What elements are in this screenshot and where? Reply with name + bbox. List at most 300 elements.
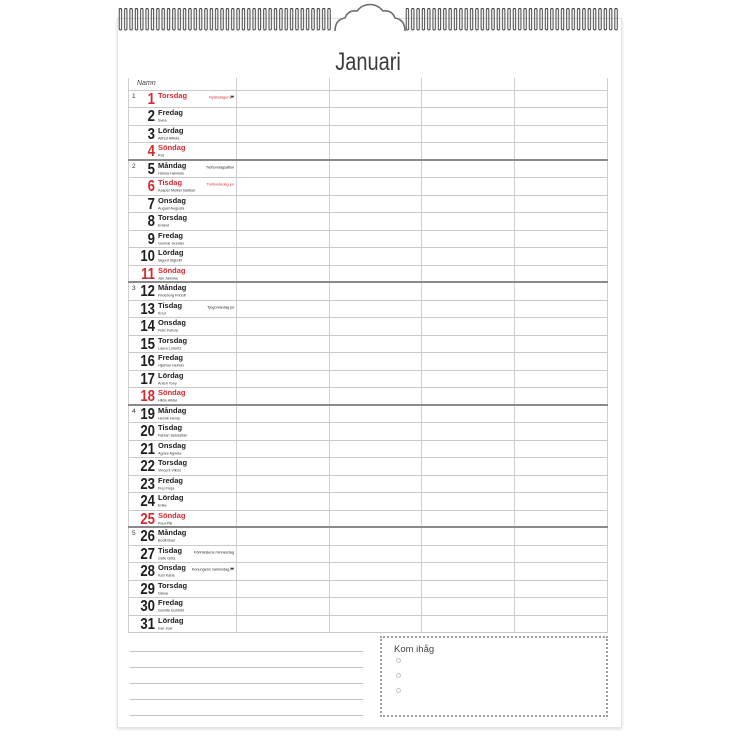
day-note [192, 567, 234, 572]
day-label-cell [128, 353, 237, 369]
entry-cell [330, 196, 422, 212]
entry-cell [515, 231, 608, 247]
day-label-cell [128, 458, 237, 474]
entry-cell [237, 91, 330, 107]
entry-cell [422, 143, 515, 158]
entry-cell [515, 493, 608, 509]
day-note-text: Trettondedag jul [206, 182, 234, 187]
day-row [128, 371, 608, 388]
day-label-cell [128, 441, 237, 457]
day-row [128, 283, 608, 300]
day-label-cell [128, 336, 237, 352]
entry-cell [330, 301, 422, 317]
entry-cell [237, 108, 330, 124]
name-day: Diana [158, 590, 168, 595]
person-column-header [330, 78, 422, 90]
day-row [128, 108, 608, 125]
note-line [130, 667, 363, 668]
name-day: Karl Karla [158, 573, 175, 578]
entry-cell [237, 458, 330, 474]
entry-cell [422, 301, 515, 317]
day-note-text: Förintelsens minnesdag [194, 549, 234, 554]
entry-cell [422, 616, 515, 632]
name-day: Fabian Sebastian [158, 433, 188, 438]
day-row [128, 406, 608, 423]
entry-cell [330, 266, 422, 281]
day-weekday: Lördag [158, 493, 184, 503]
day-row [128, 581, 608, 598]
day-date: 4 [147, 143, 155, 161]
day-date: 17 [140, 370, 155, 388]
entry-cell [237, 213, 330, 229]
entry-cell [422, 493, 515, 509]
entry-cell [330, 248, 422, 264]
day-date: 30 [140, 598, 155, 616]
day-label-cell [128, 388, 237, 406]
entry-cell [330, 283, 422, 299]
week-number: 4 [132, 407, 136, 415]
bullet-circle-icon [396, 673, 401, 678]
entry-cell [237, 318, 330, 334]
day-note [209, 95, 234, 100]
day-label-cell [128, 511, 237, 526]
entry-cell [515, 388, 608, 403]
day-weekday: Tisdag [158, 545, 183, 555]
entry-cell [237, 563, 330, 579]
name-day: Hanna Hannele [158, 170, 185, 176]
entry-cell [422, 563, 515, 579]
day-weekday: Onsdag [158, 563, 186, 573]
entry-cell [515, 546, 608, 562]
day-weekday: Onsdag [158, 195, 186, 205]
entry-cell [330, 441, 422, 457]
day-weekday: Tisdag [158, 178, 183, 188]
day-weekday: Måndag [158, 405, 187, 415]
day-label-cell [128, 196, 237, 212]
name-day: Kasper Melker Baltsar [158, 188, 195, 193]
day-weekday: Tisdag [158, 300, 183, 310]
entry-cell [237, 598, 330, 614]
day-weekday: Tisdag [158, 423, 183, 433]
entry-cell [422, 108, 515, 124]
day-date: 25 [140, 510, 155, 528]
day-label-cell [128, 266, 237, 281]
entry-cell [515, 511, 608, 526]
entry-cell [515, 441, 608, 457]
day-date: 10 [140, 248, 155, 266]
entry-cell [330, 371, 422, 387]
day-row [128, 441, 608, 458]
day-weekday: Lördag [158, 615, 184, 625]
entry-cell [422, 283, 515, 299]
name-day: Svea [158, 118, 167, 123]
day-date: 16 [140, 353, 155, 371]
calendar-grid [128, 78, 608, 633]
day-weekday: Söndag [158, 388, 186, 398]
day-date: 31 [140, 615, 155, 633]
entry-cell [237, 178, 330, 194]
entry-cell [422, 598, 515, 614]
entry-cell [422, 318, 515, 334]
day-weekday: Torsdag [158, 91, 188, 100]
day-note [206, 165, 234, 169]
day-row [128, 353, 608, 370]
entry-cell [515, 178, 608, 194]
week-number: 5 [132, 530, 136, 538]
day-row [128, 563, 608, 580]
entry-cell [330, 336, 422, 352]
note-line [130, 651, 363, 652]
remember-label: Kom ihåg [394, 644, 435, 655]
entry-cell [422, 213, 515, 229]
day-weekday: Måndag [158, 283, 187, 293]
person-column-header [237, 78, 330, 90]
entry-cell [422, 458, 515, 474]
day-date: 9 [147, 230, 155, 248]
entry-cell [330, 493, 422, 509]
entry-cell [330, 161, 422, 177]
day-date: 11 [141, 265, 155, 283]
day-weekday: Onsdag [158, 440, 186, 450]
entry-cell [237, 161, 330, 177]
day-date: 24 [140, 493, 155, 511]
entry-cell [330, 528, 422, 544]
day-row [128, 546, 608, 563]
spiral-coils-right [405, 0, 619, 40]
entry-cell [515, 143, 608, 158]
entry-cell [422, 581, 515, 597]
bullet-circle-icon [396, 688, 401, 693]
entry-cell [237, 143, 330, 158]
day-weekday: Söndag [158, 265, 186, 275]
day-row [128, 423, 608, 440]
entry-cell [515, 108, 608, 124]
day-date: 19 [140, 405, 155, 423]
day-weekday: Torsdag [158, 213, 188, 223]
day-date: 8 [147, 213, 155, 231]
entry-cell [237, 616, 330, 632]
entry-cell [422, 196, 515, 212]
day-row [128, 616, 608, 633]
entry-cell [422, 161, 515, 177]
name-day: Hilda Hildur [158, 398, 178, 403]
entry-cell [330, 423, 422, 439]
day-row [128, 161, 608, 178]
day-row [128, 598, 608, 615]
day-row [128, 196, 608, 213]
entry-cell [237, 476, 330, 492]
day-date: 3 [147, 125, 155, 143]
entry-cell [515, 283, 608, 299]
header-row [128, 78, 608, 91]
entry-cell [330, 546, 422, 562]
entry-cell [422, 178, 515, 194]
entry-cell [515, 406, 608, 422]
entry-cell [515, 301, 608, 317]
entry-cell [330, 458, 422, 474]
day-row [128, 266, 608, 283]
day-date: 7 [147, 195, 155, 213]
day-label-cell [128, 143, 237, 161]
day-weekday: Fredag [158, 598, 184, 608]
day-label-cell [128, 318, 237, 334]
day-label-cell [128, 423, 237, 439]
day-date: 23 [140, 475, 155, 493]
name-day: Henrik Henry [158, 415, 180, 420]
name-day: August Augusta [158, 205, 185, 211]
entry-cell [237, 388, 330, 403]
name-day: Ivar Joar [158, 625, 173, 630]
entry-cell [515, 371, 608, 387]
day-weekday: Torsdag [158, 580, 188, 590]
entry-cell [237, 283, 330, 299]
entry-cell [330, 108, 422, 124]
remember-box [380, 636, 608, 717]
entry-cell [515, 581, 608, 597]
entry-cell [237, 441, 330, 457]
entry-cell [422, 528, 515, 544]
name-day: Hjalmar Helmer [158, 363, 185, 368]
name-column-header-cell [128, 78, 237, 90]
entry-cell [515, 248, 608, 264]
entry-cell [237, 301, 330, 317]
day-weekday: Måndag [158, 528, 187, 538]
entry-cell [422, 248, 515, 264]
flag-icon [230, 568, 234, 572]
entry-cell [515, 598, 608, 614]
day-label-cell [128, 231, 237, 247]
entry-cell [422, 126, 515, 142]
day-label-cell [128, 283, 237, 299]
day-label-cell [128, 616, 237, 632]
day-label-cell [128, 213, 237, 229]
name-day: Gunilla Gunhild [158, 608, 184, 613]
entry-cell [422, 266, 515, 281]
day-row [128, 493, 608, 510]
entry-cell [422, 546, 515, 562]
entry-cell [422, 336, 515, 352]
name-day: Paul Pål [158, 520, 173, 525]
entry-cell [515, 318, 608, 334]
month-title: Januari [335, 48, 401, 76]
person-column-header [422, 78, 515, 90]
day-label-cell [128, 476, 237, 492]
day-date: 20 [140, 423, 155, 441]
entry-cell [422, 388, 515, 403]
spiral-coils-left [118, 0, 332, 40]
day-date: 14 [140, 318, 155, 336]
name-day: Sigurd Sigbritt [158, 258, 182, 263]
entry-cell [422, 511, 515, 526]
month-title-area [128, 48, 608, 77]
day-weekday: Fredag [158, 353, 184, 363]
day-row [128, 213, 608, 230]
day-date: 26 [140, 528, 155, 546]
entry-cell [237, 196, 330, 212]
entry-cell [237, 581, 330, 597]
day-weekday: Fredag [158, 230, 184, 240]
entry-cell [330, 581, 422, 597]
entry-cell [515, 196, 608, 212]
day-label-cell [128, 161, 237, 177]
entry-cell [515, 476, 608, 492]
name-day: Alfred Alfrida [158, 135, 180, 141]
entry-cell [330, 231, 422, 247]
entry-cell [330, 406, 422, 422]
name-day: Laura Lorentz [158, 345, 182, 350]
day-row [128, 301, 608, 318]
day-label-cell [128, 126, 237, 142]
day-rows [128, 91, 608, 633]
day-date: 13 [140, 300, 155, 318]
entry-cell [330, 178, 422, 194]
entry-cell [237, 353, 330, 369]
day-date: 12 [140, 283, 155, 301]
entry-cell [330, 353, 422, 369]
name-day: Frideborg Fridolf [158, 293, 186, 298]
day-note [207, 182, 234, 186]
entry-cell [237, 406, 330, 422]
day-note [194, 550, 234, 554]
name-day: Erika [158, 503, 167, 508]
day-row [128, 318, 608, 335]
note-line [130, 683, 363, 684]
entry-cell [515, 423, 608, 439]
note-line [130, 715, 363, 716]
entry-cell [515, 353, 608, 369]
name-day: Bodil Boel [158, 538, 175, 543]
day-row [128, 458, 608, 475]
day-label-cell [128, 493, 237, 509]
entry-cell [237, 528, 330, 544]
entry-cell [237, 231, 330, 247]
entry-cell [515, 161, 608, 177]
day-weekday: Söndag [158, 143, 186, 153]
entry-cell [422, 406, 515, 422]
entry-cell [330, 388, 422, 403]
entry-cell [237, 266, 330, 281]
day-row [128, 91, 608, 108]
entry-cell [237, 126, 330, 142]
day-weekday: Onsdag [158, 318, 186, 328]
day-date: 1 [147, 91, 155, 108]
spiral-binding [0, 0, 736, 40]
bullet-circle-icon [396, 658, 401, 663]
day-row [128, 178, 608, 195]
flag-icon [230, 95, 234, 99]
day-weekday: Lördag [158, 248, 184, 258]
entry-cell [330, 476, 422, 492]
day-label-cell [128, 406, 237, 422]
entry-cell [330, 126, 422, 142]
hanger-hook [335, 5, 405, 32]
day-label-cell [128, 178, 237, 194]
day-weekday: Fredag [158, 475, 184, 485]
entry-cell [330, 616, 422, 632]
day-date: 5 [147, 160, 155, 178]
entry-cell [330, 563, 422, 579]
day-row [128, 143, 608, 160]
day-row [128, 388, 608, 405]
day-label-cell [128, 91, 237, 107]
entry-cell [422, 91, 515, 107]
entry-cell [237, 546, 330, 562]
entry-cell [422, 441, 515, 457]
name-day: Knut [158, 310, 166, 316]
entry-cell [515, 336, 608, 352]
day-label-cell [128, 248, 237, 264]
day-label-cell [128, 581, 237, 597]
name-day: Vincent Viktor [158, 468, 182, 473]
day-label-cell [128, 598, 237, 614]
name-day: Jan Jannike [158, 275, 179, 281]
entry-cell [330, 143, 422, 158]
day-row [128, 476, 608, 493]
day-label-cell [128, 528, 237, 544]
day-weekday: Måndag [158, 160, 187, 170]
entry-cell [515, 266, 608, 281]
entry-cell [330, 91, 422, 107]
entry-cell [237, 511, 330, 526]
entry-cell [330, 598, 422, 614]
day-date: 29 [140, 580, 155, 598]
name-day: Frej Freja [158, 485, 175, 490]
day-weekday: Torsdag [158, 335, 188, 345]
name-day: Erland [158, 223, 169, 228]
note-line [130, 699, 363, 700]
entry-cell [237, 493, 330, 509]
day-date: 27 [140, 545, 155, 563]
entry-cell [515, 458, 608, 474]
entry-cell [515, 213, 608, 229]
day-date: 15 [140, 335, 155, 353]
name-day: Anton Tony [158, 380, 177, 385]
day-note-text: Trettondagsafton [205, 164, 234, 170]
day-row [128, 248, 608, 265]
day-label-cell [128, 301, 237, 317]
day-date: 2 [147, 108, 155, 126]
entry-cell [515, 616, 608, 632]
notes-lines [130, 651, 363, 731]
entry-cell [422, 353, 515, 369]
day-date: 28 [140, 563, 155, 581]
day-row [128, 126, 608, 143]
day-note [207, 305, 234, 309]
entry-cell [422, 231, 515, 247]
entry-cell [515, 91, 608, 107]
day-weekday: Lördag [158, 370, 184, 380]
week-number: 2 [132, 162, 136, 170]
name-day: Göte Göta [158, 555, 176, 560]
week-number: 3 [132, 285, 136, 293]
name-day: Gunnar Gunder [158, 240, 185, 246]
day-row [128, 231, 608, 248]
day-date: 18 [140, 388, 155, 406]
day-label-cell [128, 563, 237, 579]
day-weekday: Fredag [158, 108, 184, 118]
entry-cell [515, 126, 608, 142]
entry-cell [515, 528, 608, 544]
day-date: 22 [140, 458, 155, 476]
day-weekday: Lördag [158, 125, 184, 135]
entry-cell [237, 336, 330, 352]
entry-cell [422, 371, 515, 387]
day-note-text: Tjugondedag jul [207, 304, 234, 310]
entry-cell [330, 511, 422, 526]
day-label-cell [128, 546, 237, 562]
day-label-cell [128, 108, 237, 124]
entry-cell [237, 371, 330, 387]
